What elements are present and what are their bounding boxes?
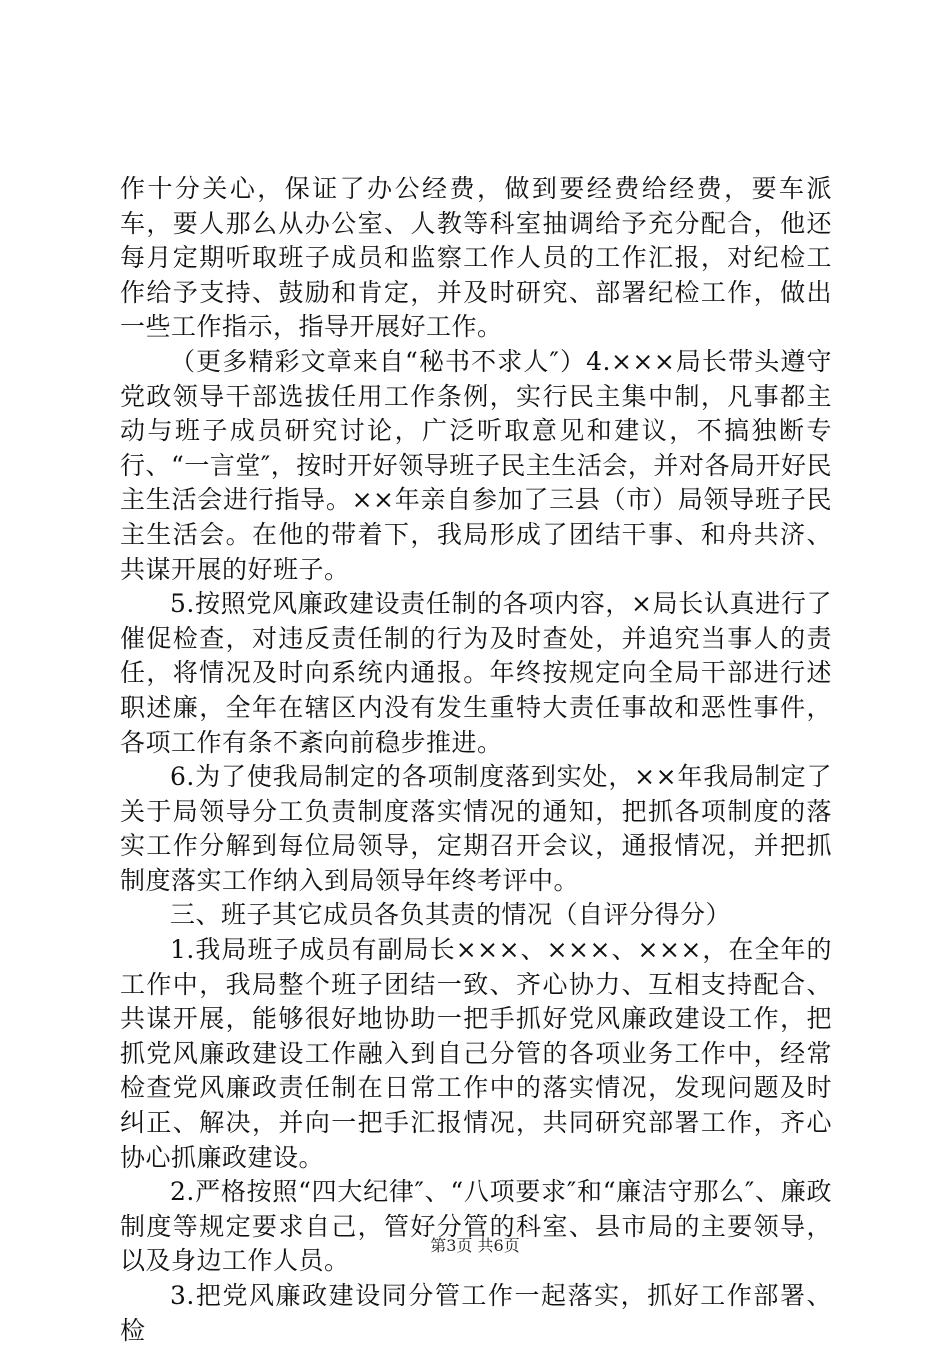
paragraph-item-4: （更多精彩文章来自“秘书不求人″）4.×××局长带头遵守党政领导干部选拔任用工作条例，实行民主集中制，凡事都主动与班子成员研究讨论，广泛听取意见和建议，不搞独断专行、“一言堂″，按时开好领导班子民主生活会，并对各局开好民主生活会进行指导。××年亲自参加了三县（市）局领导班子民主生活会。在他的带着下，我局形成了团结干事、和舟共济、共谋开展的好班子。 bbox=[120, 346, 832, 584]
paragraph-item-6: 6.为了使我局制定的各项制度落到实处，××年我局制定了关于局领导分工负责制度落实情况的通知，把抓各项制度的落实工作分解到每位局领导，定期召开会议，通报情况，并把抓制度落实工作纳入到局领导年终考评中。 bbox=[120, 762, 832, 895]
paragraph-item-5: 5.按照党风廉政建设责任制的各项内容，×局长认真进行了催促检查，对违反责任制的行为及时查处，并追究当事人的责任，将情况及时向系统内通报。年终按规定向全局干部进行述职述廉，全年在辖区内没有发生重特大责任事故和恶性事件，各项工作有条不紊向前稳步推进。 bbox=[120, 589, 832, 757]
section-heading-3: 三、班子其它成员各负其责的情况（自评分得分） bbox=[170, 900, 732, 930]
paragraph-section3-item-1: 1.我局班子成员有副局长×××、×××、×××，在全年的工作中，我局整个班子团结一致、齐心协力、互相支持配合、共谋开展，能够很好地协助一把手抓好党风廉政建设工作，把抓党风廉政建设工作融入到自己分管的各项业务工作中，经常检查党风廉政责任制在日常工作中的落实情况，发现问题及时纠正、解决，并向一把手汇报情况，共同研究部署工作，齐心协心抓廉政建设。 bbox=[120, 935, 832, 1172]
paragraph-continuation: 作十分关心，保证了办公经费，做到要经费给经费，要车派车，要人那么从办公室、人教等科室抽调给予充分配合，他还每月定期听取班子成员和监察工作人员的工作汇报，对纪检工作给予支持、鼓励和肯定，并及时研究、部署纪检工作，做出一些工作指示，指导开展好工作。 bbox=[120, 174, 832, 342]
paragraph-section3-item-3: 3.把党风廉政建设同分管工作一起落实，抓好工作部署、检 bbox=[120, 1281, 832, 1345]
paragraph-section3-item-2: 2.严格按照“四大纪律″、“八项要求″和“廉洁守那么″、廉政制度等规定要求自己，管好分管的科室、县市局的主要领导，以及身边工作人员。 bbox=[120, 1177, 832, 1276]
page-number-footer: 第3页 共6页 bbox=[430, 1236, 520, 1255]
document-body bbox=[120, 172, 832, 1348]
